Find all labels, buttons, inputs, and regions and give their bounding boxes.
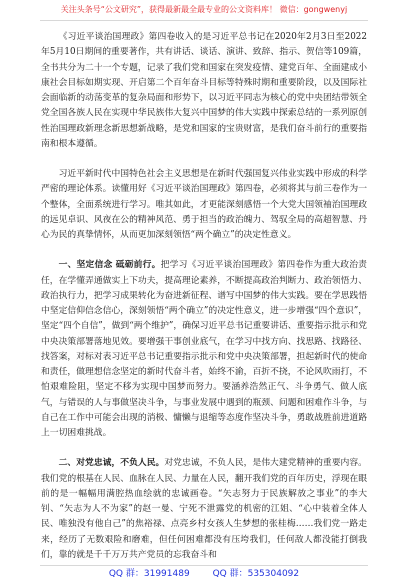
paragraph-text: 《习近平谈治国理政》第四卷收入的是习近平总书记在2020年2月3日至2022年5月10日期间的重要著作，共有讲话、谈话、演讲、致辞、指示、贺信等109篇，全书共分为二十一个专题，记录了我们党和国家在突发疫情、建党百年、全面建成小康社会目标如期实现、开启第二个百年奋斗目标等特殊时期和重要阶段，以及国际社会面临新的动荡变革的复杂局面和形势下，以习近平同志为核心的党中央团结带领全党全国各族人民在实现中华民族伟大复兴中国梦的伟大实践中探索总结的一系列原创性治国理政新理念新思想新战略，是党和国家的宝贵财富，是我们奋斗前行的重要指南和根本遵循。 <box>41 32 367 149</box>
footer <box>0 566 408 579</box>
paragraph-3 <box>41 258 367 441</box>
footer-qq-group-1: QQ 群：31991489 <box>108 569 190 579</box>
paragraph-lead: 一、坚定信念 砥砺前行。 <box>58 260 161 271</box>
paragraph-1 <box>41 30 367 152</box>
paragraph-gap <box>41 441 367 456</box>
footer-qq-group-2: QQ 群：535304092 <box>212 569 300 579</box>
paragraph-gap <box>41 243 367 258</box>
paragraph-4 <box>41 456 367 563</box>
header-divider <box>40 20 368 21</box>
paragraph-text: 把学习《习近平谈治国理政》第四卷作为重大政治责任，在学懂弄通做实上下功夫，提高理论素养，不断提高政治判断力、政治领悟力、政治执行力，把学习成果转化为奋进新征程、谱写中国梦的伟大实践。要在学思践悟中坚定信仰信念信心，深刻领悟“两个确立”的决定性意义，进一步增强“四个意识”，坚定“四个自信”，做到“两个维护”，确保习近平总书记重要讲话、重要指示批示和党中央决策部署落地见效。要增强干事创业底气，在学习中找方向、找思路、找路径、找答案，对标对表习近平总书记重要指示批示和党中央决策部署，担起新时代的使命和责任，做理想信念坚定的新时代奋斗者，始终不渝，百折不挠，不论风吹雨打，不怕艰难险阻，坚定不移为实现中国梦而努力。要涵养浩然正气、斗争勇气、做人底气，与错误的人与事做坚决斗争，与事业发展中遇到的瓶颈、问题和困难作斗争，与自己在工作中可能会出现的消极、慵懒与退缩等态度作坚决斗争，勇敢战胜前进道路上一切困难挑战。 <box>41 260 367 438</box>
paragraph-gap <box>41 152 367 167</box>
document-body <box>41 30 367 563</box>
paragraph-text: 习近平新时代中国特色社会主义思想是在新时代强国复兴伟业实践中形成的科学严密的理论体系。读懂用好《习近平谈治国理政》第四卷，必须将其与前三卷作为一个整体，全面系统进行学习。唯其如此，才更能深刻感悟一个大党大国领袖治国理政的远见卓识、风夜在公的精神风范、勇于担当的政治魄力、驾驭全局的高超智慧、丹心为民的真挚情怀，从而更加深刻领悟“两个确立”的决定性意义。 <box>41 169 367 240</box>
header-banner: 关注头条号“公文研究”，获得最新最全最专业的公文资料库！ 微信：gongwenyj <box>60 5 348 14</box>
paragraph-lead: 二、对党忠诚，不负人民。 <box>58 458 165 469</box>
paragraph-2 <box>41 167 367 243</box>
paragraph-text: 对党忠诚，不负人民，是伟大建党精神的重要内容。我们党的根基在人民、血脉在人民、力量在人民，翻开我们党的百年历史，浮现在眼前的是一幅幅用满腔热血绘就的忠诚画卷。“矢志努力于民族解放之事业”的李大钊、“矢志为人不为家”的赵一曼、宁死不泄露党的机密的江姐、“心中装着全体人民、唯独没有他自己”的焦裕禄、点亮乡村女孩人生梦想的张桂梅……我们党一路走来，经历了无数艰险和磨难，但任何困难都没有压垮我们，任何敌人都没能打倒我们，靠的就是千千万万共产党员的忘我奋斗和 <box>41 458 367 560</box>
